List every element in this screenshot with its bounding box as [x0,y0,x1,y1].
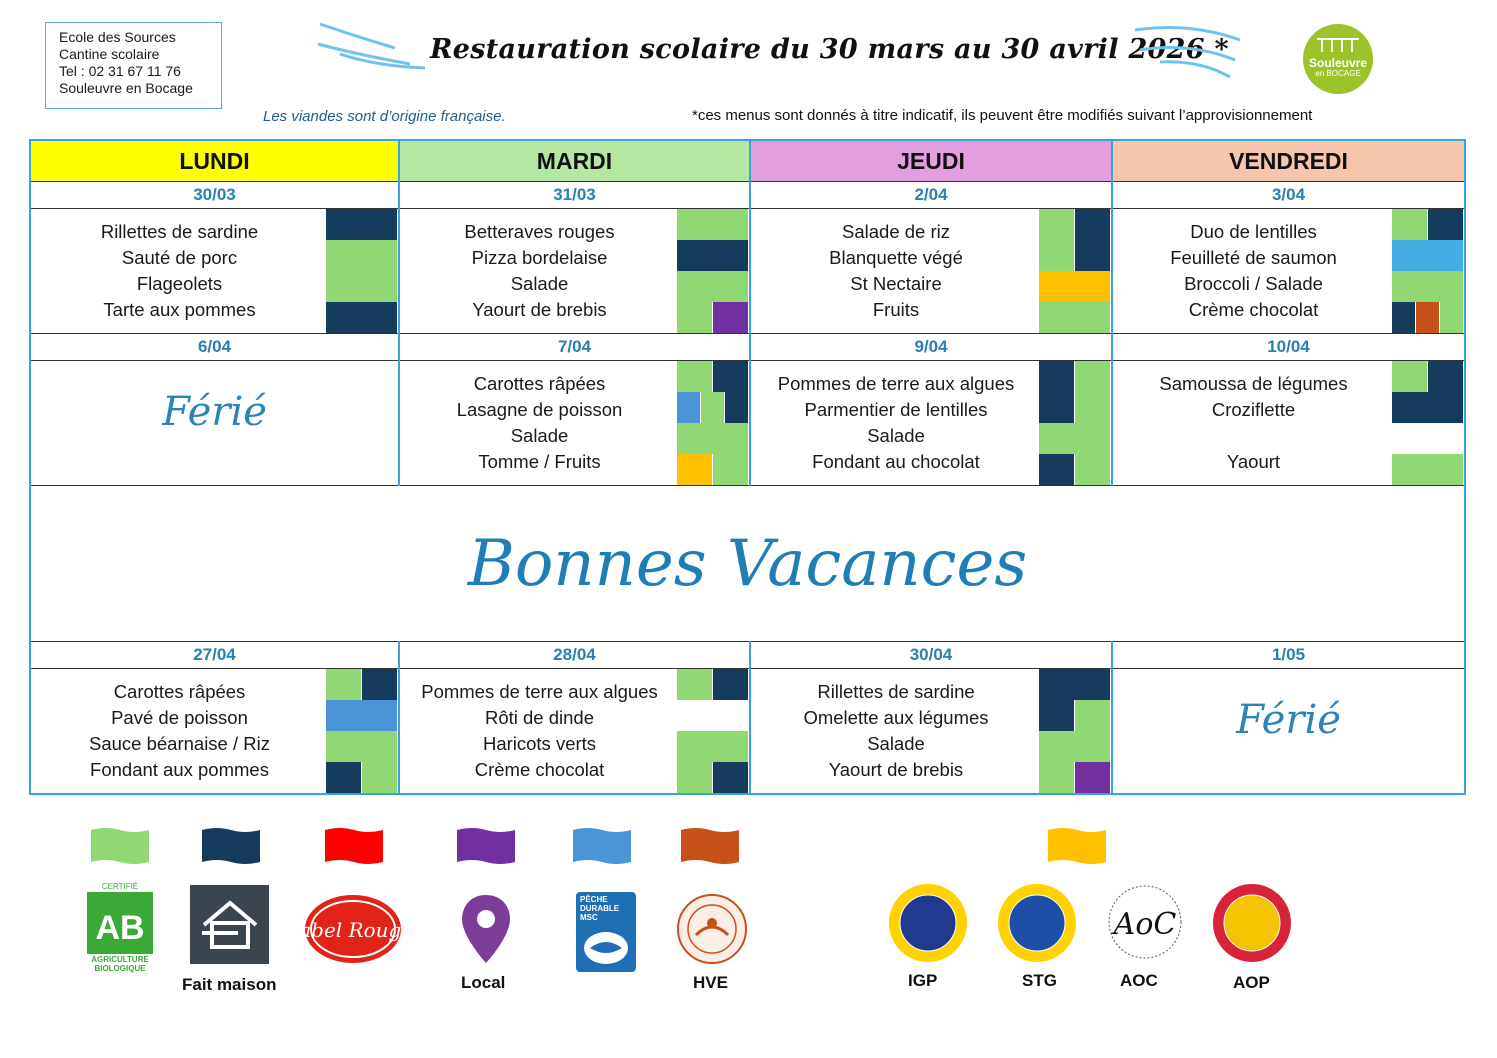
dish-name: Lasagne de poisson [456,399,623,420]
tag-bio [677,423,749,454]
tag-bio [1039,731,1111,762]
menu-cell [750,669,1112,795]
aoc-label: AOC [1120,971,1158,990]
dish-name: Parmentier de lentilles [804,399,988,420]
hve-label: HVE [693,973,728,992]
day-header-jeudi: JEUDI [750,140,1112,182]
menu-cell [750,361,1112,486]
dish-name: Haricots verts [482,733,597,754]
msc-text: PÊCHE DURABLE MSC [580,895,620,922]
tag-fait_maison [1392,392,1464,423]
dish-name: Feuilleté de saumon [1170,247,1337,268]
tag-bio [326,240,398,271]
wave-decoration-left [315,16,430,71]
tag-fait_maison [1428,361,1464,392]
tag-bio [1075,454,1111,485]
dish-name: Samoussa de légumes [1159,373,1348,394]
dish-name: St Nectaire [850,273,942,294]
tag-fait_maison [326,209,398,240]
dish-name: Rôti de dinde [484,707,595,728]
label-rouge-logo [292,893,414,965]
contact-line: Ecole des Sources [59,29,176,45]
local-pin-logo [458,893,514,965]
local-label: Local [461,973,506,992]
dish-name: Crème chocolat [1188,299,1319,320]
menu-cell [1112,669,1465,795]
souleuvre-logo [1303,24,1373,94]
label-tags [1039,361,1111,485]
dish-name: Rillettes de sardine [817,681,975,702]
dish-name: Sauce béarnaise / Riz [89,733,270,754]
origin-note: Les viandes sont d’origine française. [263,108,506,125]
date-cell: 9/04 [750,334,1112,361]
ab-bio-logo [87,882,153,974]
flag-bio [91,826,149,866]
label-tags [677,209,749,333]
tag-igp_stg_aoc_aop [1039,271,1111,302]
tag-bio [1392,361,1428,392]
tag-hve [1416,302,1440,333]
tag-bio [677,731,749,762]
igp-seal-logo [888,883,968,963]
ab-text: AB [95,909,145,947]
tag-msc [677,392,701,423]
tag-bio [677,271,749,302]
dish-name: Blanquette végé [829,247,963,268]
flag-msc [573,826,631,866]
dish-name: Pavé de poisson [111,707,248,728]
fait-maison-label: Fait maison [182,975,277,994]
menu-cell [1112,361,1465,486]
fait-maison-logo [190,885,269,964]
dish-name: Salade [510,425,569,446]
menu-cell [30,209,399,334]
tag-local [1075,762,1111,793]
label-tags [1392,209,1464,333]
date-cell: 7/04 [399,334,750,361]
holiday-label: Férié [162,389,267,435]
tag-fait_maison [1392,302,1416,333]
label-rouge-text: label Rouge [292,918,414,942]
contact-box [45,22,222,109]
tag-bio [1039,762,1075,793]
dish-name: Pommes de terre aux algues [421,681,658,702]
dish-name: Omelette aux légumes [803,707,989,728]
aop-seal-logo [1212,883,1292,963]
dish-name: Duo de lentilles [1190,221,1317,242]
contact-line: Tel : 02 31 67 11 76 [59,63,181,79]
menu-cell [30,669,399,795]
date-cell: 1/05 [1112,642,1465,669]
tag-bio [677,762,713,793]
dish-name: Salade [867,425,925,446]
dish-name: Salade [510,273,569,294]
dish-name: Broccoli / Salade [1184,273,1323,294]
ab-top-text: CERTIFIÉ [101,882,139,891]
page-title: Restauration scolaire du 30 mars au 30 avril 2026 * [430,34,1229,65]
date-cell: 3/04 [1112,182,1465,209]
date-cell: 28/04 [399,642,750,669]
menu-cell [1112,209,1465,334]
menu-cell [399,669,750,795]
flag-label-rouge [325,826,383,866]
tag-fait_maison [326,762,362,793]
dish-name: Betteraves rouges [464,221,615,242]
tag-bio [677,669,713,700]
tag-msc [326,700,398,731]
flag-fait-maison [202,826,260,866]
flag-local [457,826,515,866]
tag-igp_stg_aoc_aop [677,454,713,485]
tag-bio [326,669,362,700]
flag-hve [681,826,739,866]
dish-name: Salade de riz [842,221,950,242]
date-cell: 31/03 [399,182,750,209]
tag-fait_maison [1075,240,1111,271]
tag-bio [1075,392,1111,423]
label-tags [326,669,398,793]
dish-name: Pizza bordelaise [471,247,608,268]
tag-none [677,700,749,731]
menu-cell [30,361,399,486]
vacation-banner: Bonnes Vacances [30,486,1465,642]
ab-bottom-text2: BIOLOGIQUE [94,964,146,973]
wave-decoration-right [1130,22,1245,80]
dish-name: Carottes râpées [473,373,606,394]
ab-bottom-text: AGRICULTURE [91,955,149,964]
igp-label: IGP [908,971,938,990]
dish-name [1113,423,1394,449]
tag-bio [1392,454,1464,485]
tag-bio [326,731,398,762]
stg-label: STG [1022,971,1057,990]
contact-line: Cantine scolaire [59,46,160,62]
tag-fait_maison [1039,700,1075,731]
tag-bio [677,302,713,333]
day-header-lundi: LUNDI [30,140,399,182]
tag-bio [1075,361,1111,392]
tag-fait_maison [1039,454,1075,485]
dish-name: Yaourt de brebis [828,759,964,780]
aop-label: AOP [1233,973,1270,992]
tag-fait_maison [725,392,749,423]
tag-fait_maison [1039,669,1111,700]
dish-name: Flageolets [136,273,223,294]
logo-subtext: en BOCAGE [1315,69,1361,78]
tag-bio [362,762,398,793]
tag-local [713,302,749,333]
tag-bio [1039,423,1111,454]
date-cell: 6/04 [30,334,399,361]
msc-logo [576,892,636,972]
tag-bio [701,392,725,423]
date-cell: 10/04 [1112,334,1465,361]
dish-name: Carottes râpées [113,681,246,702]
tag-bio [1075,700,1111,731]
tag-fait_maison [713,762,749,793]
label-tags [1039,209,1111,333]
tag-bio [677,361,713,392]
aoc-logo [1107,884,1183,960]
dish-name: Croziflette [1211,399,1296,420]
dish-name: Tarte aux pommes [103,299,256,320]
day-header-vendredi: VENDREDI [1112,140,1465,182]
dish-name: Fondant aux pommes [90,759,269,780]
dish-name: Yaourt de brebis [472,299,607,320]
hve-logo [676,893,748,965]
contact-line: Souleuvre en Bocage [59,80,193,96]
menu-table [29,139,1466,795]
tag-fait_maison [677,240,749,271]
tag-bio [1039,240,1075,271]
tag-bio [1392,271,1464,302]
label-tags [1392,361,1464,485]
tag-bio [1440,302,1464,333]
tag-bio [1039,209,1075,240]
tag-fait_maison [1039,392,1075,423]
tag-fait_maison [1039,361,1075,392]
day-header-mardi: MARDI [399,140,750,182]
tag-bio [326,271,398,302]
logo-text: Souleuvre [1308,56,1368,70]
dish-name: Yaourt [1226,451,1281,472]
label-tags [1039,669,1111,793]
stg-seal-logo [997,883,1077,963]
tag-none [1392,423,1464,454]
menu-cell [750,209,1112,334]
dish-name: Rillettes de sardine [100,221,259,242]
dish-name: Pommes de terre aux algues [777,373,1015,394]
dish-name: Tomme / Fruits [478,451,601,472]
flag-igp-stg-aoc-aop [1048,826,1106,866]
tag-msc_light [1392,240,1464,271]
tag-fait_maison [1075,209,1111,240]
label-tags [677,361,749,485]
tag-fait_maison [1428,209,1464,240]
tag-bio [677,209,749,240]
date-cell: 30/04 [750,642,1112,669]
date-cell: 2/04 [750,182,1112,209]
dish-name: Fruits [872,299,920,320]
tag-bio [1392,209,1428,240]
dish-name: Salade [867,733,925,754]
dish-name: Crème chocolat [474,759,605,780]
dish-name: Fondant au chocolat [812,451,980,472]
disclaimer-note: *ces menus sont donnés à titre indicatif, ils peuvent être modifiés suivant l’approvisionnement [692,107,1313,124]
tag-fait_maison [713,361,749,392]
label-tags [677,669,749,793]
tag-bio [1039,302,1111,333]
date-cell: 30/03 [30,182,399,209]
date-cell: 27/04 [30,642,399,669]
tag-bio [713,454,749,485]
menu-cell [399,361,750,486]
svg-text:AoC: AoC [1113,907,1177,942]
tag-fait_maison [326,302,398,333]
label-tags [326,209,398,333]
holiday-label: Férié [1236,697,1341,743]
menu-cell [399,209,750,334]
dish-name: Sauté de porc [121,247,238,268]
tag-fait_maison [362,669,398,700]
tag-fait_maison [713,669,749,700]
